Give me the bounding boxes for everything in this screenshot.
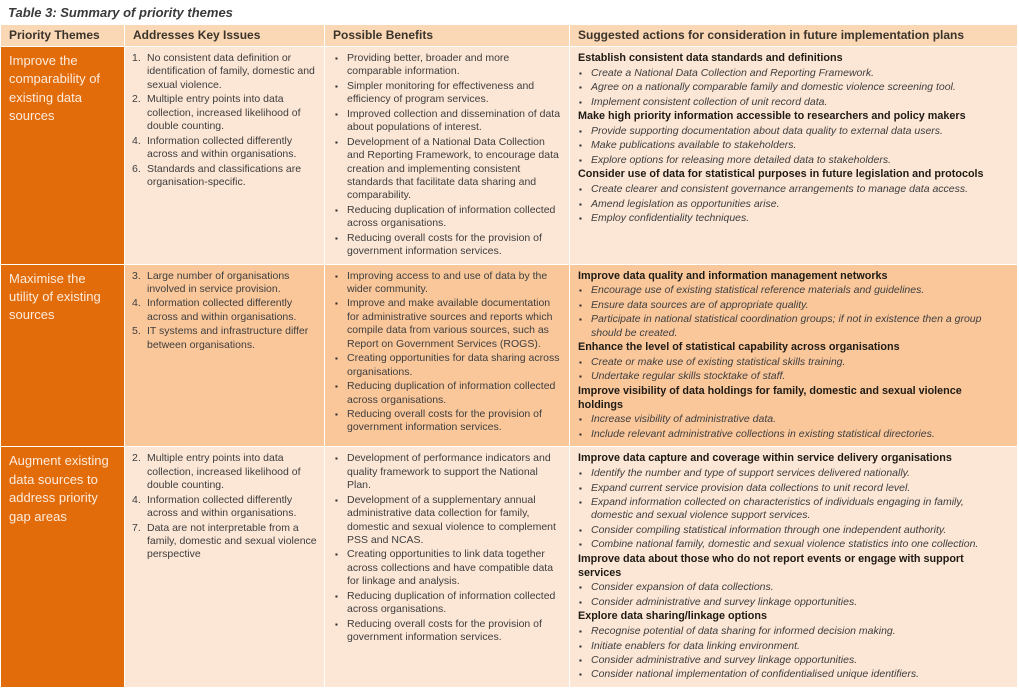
issues-cell bbox=[125, 265, 324, 447]
action-text: Employ confidentiality techniques. bbox=[591, 211, 750, 224]
action-text: Create a National Data Collection and Reporting Framework. bbox=[591, 66, 875, 79]
action-text: Create clearer and consistent governance arrangements to manage data access. bbox=[591, 183, 969, 196]
issue-number: 2. bbox=[132, 93, 141, 106]
action-item bbox=[578, 524, 1009, 537]
benefit-text: Reducing overall costs for the provision of government information services. bbox=[347, 231, 542, 258]
bullet-square-icon: ▪ bbox=[579, 469, 582, 479]
bullet-square-icon: ▪ bbox=[579, 670, 582, 680]
action-item bbox=[578, 313, 1009, 340]
action-text: Consider administrative and survey linkage opportunities. bbox=[591, 595, 858, 608]
benefit-item bbox=[334, 204, 565, 231]
bullet-square-icon: ▪ bbox=[579, 315, 582, 325]
action-text: Identify the number and type of support services delivered nationally. bbox=[591, 467, 911, 480]
action-text: Initiate enablers for data linking environment. bbox=[591, 639, 800, 652]
issue-item bbox=[132, 452, 320, 492]
bullet-square-icon: ▪ bbox=[579, 641, 582, 651]
bullet-square-icon: ▪ bbox=[579, 627, 582, 637]
action-text: Participate in national statistical coordination groups; if not in existence then a group should be created. bbox=[591, 313, 982, 339]
action-item bbox=[578, 356, 1009, 369]
action-text: Implement consistent collection of unit record data. bbox=[591, 95, 828, 108]
action-text: Provide supporting documentation about data quality to external data users. bbox=[591, 124, 943, 137]
benefit-text: Reducing duplication of information collected across organisations. bbox=[347, 589, 556, 616]
bullet-square-icon: ▪ bbox=[335, 205, 338, 215]
col-header-priority-themes: Priority Themes bbox=[1, 25, 124, 46]
issue-text: Data are not interpretable from a family, domestic and sexual violence perspective bbox=[147, 521, 317, 561]
bullet-square-icon: ▪ bbox=[335, 382, 338, 392]
benefits-cell bbox=[325, 447, 569, 687]
issue-item bbox=[132, 135, 320, 162]
action-text: Expand current service provision data collections to unit record level. bbox=[591, 481, 911, 494]
benefits-cell bbox=[325, 265, 569, 447]
action-item bbox=[578, 299, 1009, 312]
bullet-square-icon: ▪ bbox=[579, 429, 582, 439]
issue-number: 4. bbox=[132, 134, 141, 147]
bullet-square-icon: ▪ bbox=[335, 109, 338, 119]
action-item bbox=[578, 538, 1009, 551]
action-text: Combine national family, domestic and sexual violence statistics into one collection. bbox=[591, 538, 979, 551]
issue-item bbox=[132, 270, 320, 297]
action-item bbox=[578, 81, 1009, 94]
benefit-text: Development of a National Data Collection and Reporting Framework, to encourage data creation and implementing consistent standards that facilitate data sharing and comparability. bbox=[347, 135, 559, 202]
bullet-square-icon: ▪ bbox=[335, 137, 338, 147]
benefit-item bbox=[334, 590, 565, 617]
action-item bbox=[578, 640, 1009, 653]
issues-cell bbox=[125, 47, 324, 264]
bullet-square-icon: ▪ bbox=[579, 213, 582, 223]
col-header-suggested-actions: Suggested actions for consideration in future implementation plans bbox=[570, 25, 1017, 46]
bullet-square-icon: ▪ bbox=[579, 97, 582, 107]
action-text: Make publications available to stakeholders. bbox=[591, 139, 797, 152]
issue-number: 1. bbox=[132, 52, 141, 64]
benefit-item bbox=[334, 548, 565, 588]
action-item bbox=[578, 154, 1009, 167]
issue-text: Multiple entry points into data collection, increased likelihood of double counting. bbox=[147, 452, 301, 492]
issue-text: IT systems and infrastructure differ between organisations. bbox=[147, 325, 309, 351]
action-text: Consider compiling statistical information through one independent authority. bbox=[591, 523, 947, 536]
benefit-text: Development of a supplementary annual administrative data collection for family, domestic and sexual violence to complement PSS and NCAS. bbox=[347, 493, 556, 546]
action-item bbox=[578, 596, 1009, 609]
bullet-square-icon: ▪ bbox=[579, 498, 582, 507]
issue-number: 6. bbox=[132, 162, 141, 175]
issue-number: 5. bbox=[132, 325, 141, 338]
bullet-square-icon: ▪ bbox=[335, 299, 338, 309]
action-text: Consider national implementation of confidentialised unique identifiers. bbox=[591, 668, 920, 681]
action-item bbox=[578, 413, 1009, 426]
bullet-square-icon: ▪ bbox=[579, 126, 582, 136]
action-item bbox=[578, 467, 1009, 480]
issue-number: 7. bbox=[132, 521, 141, 534]
benefit-text: Improved collection and dissemination of data about populations of interest. bbox=[347, 107, 561, 134]
issue-text: Large number of organisations involved in service provision. bbox=[147, 269, 290, 295]
action-item bbox=[578, 654, 1009, 667]
issue-number: 4. bbox=[132, 297, 141, 310]
issues-cell bbox=[125, 447, 324, 687]
bullet-square-icon: ▪ bbox=[335, 454, 338, 464]
benefit-item bbox=[334, 452, 565, 492]
action-text: Include relevant administrative collections in existing statistical directories. bbox=[591, 427, 935, 440]
action-group-heading: Make high priority information accessible to researchers and policy makers bbox=[578, 110, 966, 123]
bullet-square-icon: ▪ bbox=[579, 185, 582, 195]
issue-text: Information collected differently across and within organisations. bbox=[147, 493, 297, 520]
issue-item bbox=[132, 163, 320, 190]
issue-item bbox=[132, 93, 320, 133]
action-item bbox=[578, 125, 1009, 138]
action-group-heading: Consider use of data for statistical purposes in future legislation and protocols bbox=[578, 168, 984, 181]
benefit-text: Improve and make available documentation for administrative sources and reports which compile data from various sources, such as Report on Government Services (ROGS). bbox=[347, 297, 553, 350]
bullet-square-icon: ▪ bbox=[579, 155, 582, 165]
bullet-square-icon: ▪ bbox=[579, 483, 582, 493]
issue-text: Information collected differently across and within organisations. bbox=[147, 134, 297, 161]
action-text: Amend legislation as opportunities arise. bbox=[591, 197, 780, 210]
benefit-item bbox=[334, 297, 565, 351]
bullet-square-icon: ▪ bbox=[335, 409, 338, 419]
action-item bbox=[578, 581, 1009, 594]
action-item bbox=[578, 496, 1009, 523]
actions-cell bbox=[570, 47, 1017, 264]
table-row bbox=[1, 47, 1017, 264]
bullet-square-icon: ▪ bbox=[579, 372, 582, 382]
action-item bbox=[578, 212, 1009, 225]
benefit-text: Creating opportunities to link data together across collections and have compatible data for linkage and analysis. bbox=[347, 548, 554, 588]
bullet-square-icon: ▪ bbox=[335, 354, 338, 364]
action-text: Increase visibility of administrative data. bbox=[591, 413, 776, 426]
benefit-item bbox=[334, 270, 565, 297]
benefit-item bbox=[334, 494, 565, 548]
action-item bbox=[578, 668, 1009, 681]
table-body bbox=[1, 47, 1017, 687]
bullet-square-icon: ▪ bbox=[335, 233, 338, 243]
bullet-square-icon: ▪ bbox=[335, 54, 338, 63]
issue-number: 2. bbox=[132, 452, 141, 465]
issue-text: No consistent data definition or identification of family, domestic and sexual violence. bbox=[147, 52, 315, 91]
issue-text: Multiple entry points into data collection, increased likelihood of double counting. bbox=[147, 93, 301, 133]
issue-item bbox=[132, 297, 320, 324]
issue-number: 4. bbox=[132, 493, 141, 506]
action-group-heading: Improve data quality and information management networks bbox=[578, 269, 888, 282]
theme-cell: Improve the comparability of existing data sources bbox=[1, 47, 124, 264]
bullet-square-icon: ▪ bbox=[579, 357, 582, 367]
issue-item bbox=[132, 52, 320, 92]
action-item bbox=[578, 67, 1009, 80]
action-text: Consider administrative and survey linkage opportunities. bbox=[591, 653, 858, 666]
issue-text: Standards and classifications are organisation-specific. bbox=[147, 162, 302, 188]
action-text: Agree on a nationally comparable family and domestic violence screening tool. bbox=[591, 81, 956, 94]
benefit-text: Improving access to and use of data by the wider community. bbox=[347, 269, 548, 295]
table-row bbox=[1, 265, 1017, 447]
action-text: Ensure data sources are of appropriate quality. bbox=[591, 298, 809, 311]
benefit-item bbox=[334, 80, 565, 107]
bullet-square-icon: ▪ bbox=[579, 300, 582, 310]
table-title: Table 3: Summary of priority themes bbox=[8, 5, 233, 20]
benefit-text: Simpler monitoring for effectiveness and efficiency of program services. bbox=[347, 79, 535, 106]
action-text: Undertake regular skills stocktake of staff. bbox=[591, 370, 786, 383]
actions-cell bbox=[570, 265, 1017, 447]
benefit-item bbox=[334, 136, 565, 203]
action-group-heading: Improve data about those who do not report events or engage with support services bbox=[578, 552, 964, 579]
action-group-heading: Improve visibility of data holdings for family, domestic and sexual violence holdings bbox=[578, 384, 962, 411]
bullet-square-icon: ▪ bbox=[579, 199, 582, 209]
benefit-text: Reducing overall costs for the provision of government information services. bbox=[347, 407, 542, 434]
action-text: Explore options for releasing more detailed data to stakeholders. bbox=[591, 153, 892, 166]
action-group-heading: Explore data sharing/linkage options bbox=[578, 610, 767, 623]
issue-number: 3. bbox=[132, 269, 141, 282]
bullet-square-icon: ▪ bbox=[579, 597, 582, 607]
action-text: Consider expansion of data collections. bbox=[591, 581, 774, 594]
bullet-square-icon: ▪ bbox=[335, 550, 338, 560]
bullet-square-icon: ▪ bbox=[579, 83, 582, 93]
issue-item bbox=[132, 494, 320, 521]
benefits-cell bbox=[325, 47, 569, 264]
benefit-text: Providing better, broader and more comparable information. bbox=[347, 52, 510, 78]
bullet-square-icon: ▪ bbox=[579, 540, 582, 550]
benefit-text: Reducing overall costs for the provision of government information services. bbox=[347, 617, 542, 643]
benefit-item bbox=[334, 618, 565, 645]
action-group-heading: Improve data capture and coverage within service delivery organisations bbox=[578, 452, 952, 465]
bullet-square-icon: ▪ bbox=[335, 81, 338, 91]
benefit-item bbox=[334, 108, 565, 135]
priority-themes-table bbox=[0, 24, 1018, 688]
benefit-item bbox=[334, 352, 565, 379]
bullet-square-icon: ▪ bbox=[335, 495, 338, 505]
bullet-square-icon: ▪ bbox=[335, 271, 338, 281]
action-group-heading: Enhance the level of statistical capability across organisations bbox=[578, 341, 900, 354]
benefit-text: Development of performance indicators and quality framework to support the National Plan. bbox=[347, 452, 551, 492]
action-item bbox=[578, 625, 1009, 638]
issue-item bbox=[132, 522, 320, 562]
bullet-square-icon: ▪ bbox=[335, 591, 338, 601]
action-item bbox=[578, 370, 1009, 383]
benefit-item bbox=[334, 52, 565, 79]
action-item bbox=[578, 284, 1009, 297]
action-text: Create or make use of existing statistical skills training. bbox=[591, 355, 846, 368]
action-text: Encourage use of existing statistical reference materials and guidelines. bbox=[591, 284, 925, 297]
benefit-text: Reducing duplication of information collected across organisations. bbox=[347, 203, 556, 230]
header-row bbox=[1, 25, 1017, 46]
bullet-square-icon: ▪ bbox=[579, 655, 582, 665]
bullet-square-icon: ▪ bbox=[579, 583, 582, 593]
col-header-possible-benefits: Possible Benefits bbox=[325, 25, 569, 46]
action-item bbox=[578, 428, 1009, 441]
bullet-square-icon: ▪ bbox=[579, 141, 582, 151]
action-item bbox=[578, 198, 1009, 211]
bullet-square-icon: ▪ bbox=[335, 619, 338, 629]
benefit-text: Creating opportunities for data sharing across organisations. bbox=[347, 352, 560, 378]
benefit-item bbox=[334, 380, 565, 407]
theme-cell: Augment existing data sources to address priority gap areas bbox=[1, 447, 124, 687]
action-text: Recognise potential of data sharing for informed decision making. bbox=[591, 625, 896, 638]
issue-text: Information collected differently across and within organisations. bbox=[147, 297, 297, 323]
actions-cell bbox=[570, 447, 1017, 687]
benefit-text: Reducing duplication of information collected across organisations. bbox=[347, 380, 556, 406]
action-item bbox=[578, 139, 1009, 152]
theme-cell: Maximise the utility of existing sources bbox=[1, 265, 124, 447]
bullet-square-icon: ▪ bbox=[579, 286, 582, 296]
action-item bbox=[578, 482, 1009, 495]
action-text: Expand information collected on characteristics of individuals engaging in family, domestic and sexual violence support services. bbox=[591, 496, 964, 522]
benefit-item bbox=[334, 232, 565, 259]
benefit-item bbox=[334, 408, 565, 435]
bullet-square-icon: ▪ bbox=[579, 415, 582, 425]
bullet-square-icon: ▪ bbox=[579, 525, 582, 535]
bullet-square-icon: ▪ bbox=[579, 68, 582, 78]
table-row bbox=[1, 447, 1017, 687]
action-item bbox=[578, 96, 1009, 109]
action-group-heading: Establish consistent data standards and definitions bbox=[578, 52, 843, 64]
issue-item bbox=[132, 325, 320, 352]
action-item bbox=[578, 183, 1009, 196]
col-header-addresses-key-issues: Addresses Key Issues bbox=[125, 25, 324, 46]
